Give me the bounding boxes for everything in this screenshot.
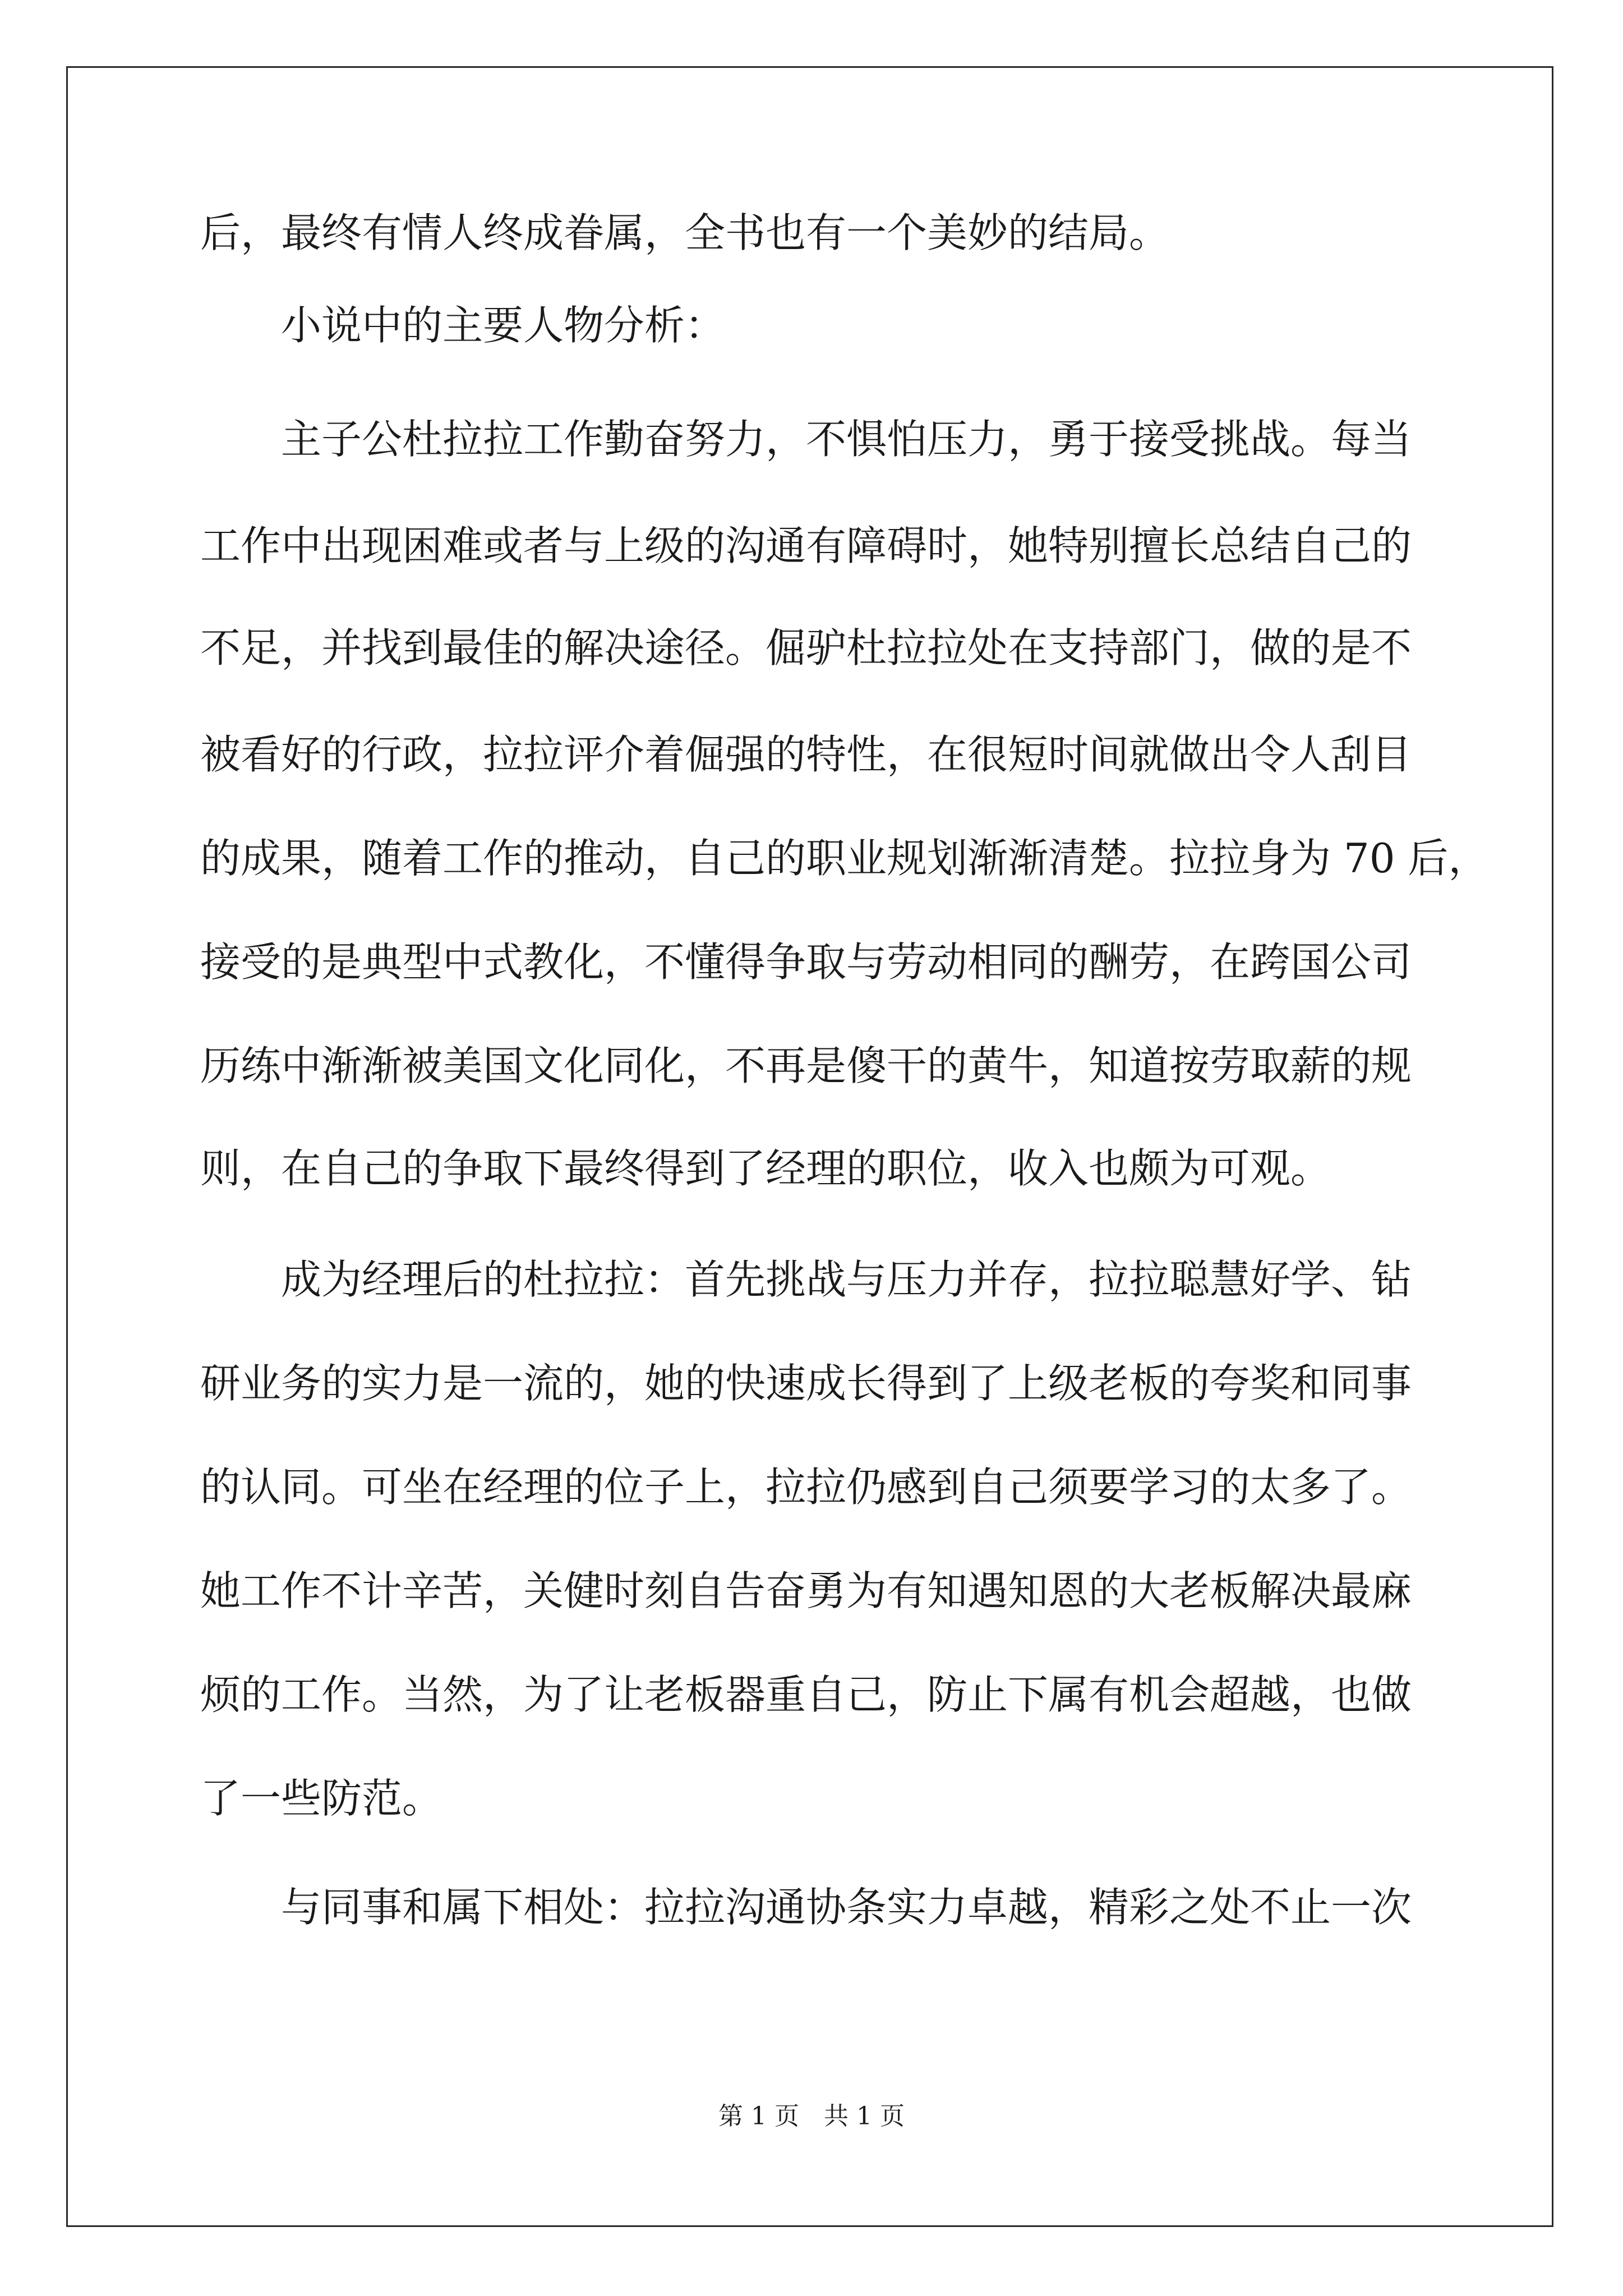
text-line: 不足，并找到最佳的解决途径。倔驴杜拉拉处在支持部门，做的是不	[200, 624, 1412, 671]
text-line: 后，最终有情人终成眷属，全书也有一个美妙的结局。	[200, 209, 1170, 256]
text-line: 被看好的行政，拉拉评介着倔强的特性，在很短时间就做出令人刮目	[200, 731, 1412, 778]
text-line: 研业务的实力是一流的，她的快速成长得到了上级老板的夸奖和同事	[200, 1360, 1412, 1407]
text-line: 小说中的主要人物分析：	[200, 302, 726, 349]
page-number: 第 1 页 共 1 页	[718, 2102, 905, 2131]
text-line: 历练中渐渐被美国文化同化，不再是傻干的黄牛，知道按劳取薪的规	[200, 1042, 1412, 1089]
text-line: 主子公杜拉拉工作勤奋努力，不惧怕压力，勇于接受挑战。每当	[200, 416, 1412, 463]
text-line: 与同事和属下相处：拉拉沟通协条实力卓越，精彩之处不止一次	[200, 1884, 1412, 1931]
text-line: 成为经理后的杜拉拉：首先挑战与压力并存，拉拉聪慧好学、钻	[200, 1256, 1412, 1303]
text-line: 的成果，随着工作的推动，自己的职业规划渐渐清楚。拉拉身为 70 后，	[200, 835, 1489, 882]
text-line: 工作中出现困难或者与上级的沟通有障碍时，她特别擅长总结自己的	[200, 522, 1412, 569]
text-line: 她工作不计辛苦，关健时刻自告奋勇为有知遇知恩的大老板解决最麻	[200, 1567, 1412, 1614]
text-line: 烦的工作。当然，为了让老板器重自己，防止下属有机会超越，也做	[200, 1671, 1412, 1718]
text-line: 接受的是典型中式教化，不懂得争取与劳动相同的酬劳，在跨国公司	[200, 938, 1412, 986]
text-line: 了一些防范。	[200, 1775, 443, 1822]
text-line: 则，在自己的争取下最终得到了经理的职位，收入也颇为可观。	[200, 1145, 1331, 1192]
text-line: 的认同。可坐在经理的位子上，拉拉仍感到自己须要学习的太多了。	[200, 1464, 1412, 1511]
